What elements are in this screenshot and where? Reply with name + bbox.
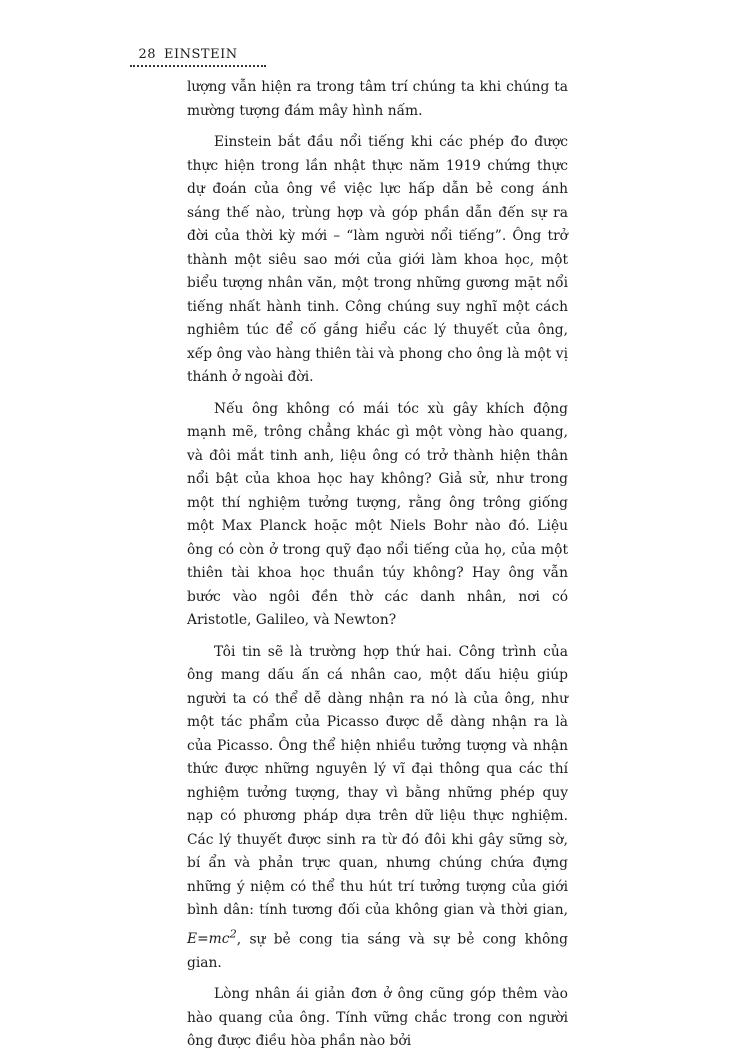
paragraph-4-ending: , sự bẻ cong tia sáng và sự bẻ cong không gian. — [187, 931, 568, 971]
formula-base: E=mc — [187, 931, 230, 948]
body-text — [187, 76, 568, 1054]
running-title: EINSTEIN — [164, 47, 238, 62]
formula-emc2 — [187, 926, 237, 948]
formula-exponent: 2 — [229, 926, 237, 941]
running-head — [130, 47, 270, 63]
paragraph-4 — [187, 641, 568, 976]
paragraph-5: Lòng nhân ái giản đơn ở ông cũng góp thêm vào hào quang của ông. Tính vững chắc trong con người ông được điều hòa phần nào bởi — [187, 986, 568, 1050]
paragraph-3: Nếu ông không có mái tóc xù gây khích động mạnh mẽ, trông chẳng khác gì một vòng hào quang, và đôi mắt tinh anh, liệu ông có trở thành hiện thân nổi bật của khoa học hay không? Giả sử, như trong một thí nghiệm tưởng tượng, rằng ông trông giống một Max Planck hoặc một Niels Bohr nào đó. Liệu ông có còn ở trong quỹ đạo nổi tiếng của họ, của một thiên tài khoa học thuần túy không? Hay ông vẫn bước vào ngôi đền thờ các danh nhân, nơi có Aristotle, Galileo, và Newton? — [187, 400, 568, 628]
header-dotted-rule — [130, 65, 266, 67]
paragraph-4-text: Tôi tin sẽ là trường hợp thứ hai. Công trình của ông mang dấu ấn cá nhân cao, một dấu hiệu giúp người ta có thể dễ dàng nhận ra nó là của ông, như một tác phẩm của Picasso được dễ dàng nhận ra là của Picasso. Ông thể hiện nhiều tưởng tượng và nhận thức được những nguyên lý vĩ đại thông qua các thí nghiệm tưởng tượng, thay vì bằng những phép quy nạp có phương pháp dựa trên dữ liệu thực nghiệm. Các lý thuyết được sinh ra từ đó đôi khi gây sững sờ, bí ẩn và phản trực quan, nhưng chúng chứa đựng những ý niệm có thể thu hút trí tưởng tượng của giới bình dân: tính tương đối của không gian và thời gian, — [187, 643, 568, 918]
page-number: 28 — [138, 47, 156, 62]
paragraph-1-continued: lượng vẫn hiện ra trong tâm trí chúng ta khi chúng ta mường tượng đám mây hình nấm. — [187, 79, 568, 119]
paragraph-2: Einstein bắt đầu nổi tiếng khi các phép đo được thực hiện trong lần nhật thực năm 1919 chứng thực dự đoán của ông về việc lực hấp dẫn bẻ cong ánh sáng thế nào, trùng hợp và góp phần dẫn đến sự ra đời của thời kỳ mới – “làm người nổi tiếng”. Ông trở thành một siêu sao mới của giới làm khoa học, một biểu tượng nhân văn, một trong những gương mặt nổi tiếng nhất hành tinh. Công chúng suy nghĩ một cách nghiêm túc để cố gắng hiểu các lý thuyết của ông, xếp ông vào hàng thiên tài và phong cho ông là một vị thánh ở ngoài đời. — [187, 134, 568, 385]
